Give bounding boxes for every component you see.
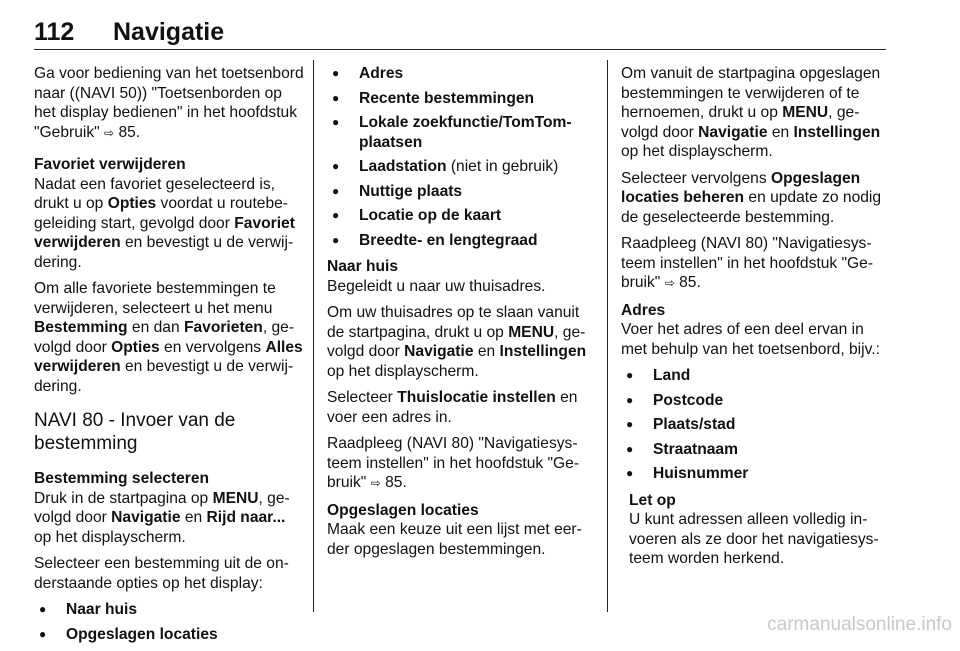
list-item: ● Opgeslagen locaties bbox=[34, 625, 304, 645]
opgeslagen-paragraph: Maak een keuze uit een lijst met eerder opgeslagen bestemmingen. bbox=[327, 521, 582, 558]
section-title: NAVI 80 - Invoer van de bestemming bbox=[34, 410, 236, 454]
naarhuis-paragraph-3: Selecteer Thuislocatie instellen en voer een adres in. bbox=[327, 389, 578, 426]
list-item: ● Nuttige plaats bbox=[327, 182, 597, 202]
adres-paragraph: Voer het adres of een deel ervan in met behulp van het toetsenbord, bijv.: bbox=[621, 321, 880, 358]
col3-paragraph-3: Raadpleeg (NAVI 80) "Navigatiesysteem instellen" in het hoofdstuk "Gebruik" ⇨ 85. bbox=[621, 235, 874, 291]
page-header bbox=[34, 18, 886, 52]
opgeslagen-heading: Opgeslagen locaties bbox=[327, 501, 479, 519]
page-ref-icon: ⇨ bbox=[664, 276, 675, 290]
list-item: ● Laadstation (niet in gebruik) bbox=[327, 157, 597, 177]
naarhuis-paragraph-1: Begeleidt u naar uw thuisadres. bbox=[327, 277, 546, 295]
note-block bbox=[621, 491, 889, 569]
list-item: ● Straatnaam bbox=[621, 440, 889, 460]
bestemming-paragraph-2: Selecteer een bestemming uit de onderstaande opties op het display: bbox=[34, 555, 289, 592]
list-item: ● Breedte- en lengtegraad bbox=[327, 231, 597, 251]
watermark: carmanualsonline.info bbox=[767, 614, 952, 635]
column-1 bbox=[34, 64, 304, 651]
favoriet-paragraph-1: Nadat een favoriet geselecteerd is, drukt u op Opties voordat u routebegeleiding start, gevolgd door Favoriet verwijderen en bevestigt u de verwijdering. bbox=[34, 175, 295, 271]
page-ref-icon: ⇨ bbox=[104, 125, 115, 140]
naarhuis-paragraph-4: Raadpleeg (NAVI 80) "Navigatiesysteem instellen" in het hoofdstuk "Gebruik" ⇨ 85. bbox=[327, 435, 580, 491]
note-heading: Let op bbox=[629, 491, 676, 509]
col3-paragraph-2: Selecteer vervolgens Opgeslagen locaties beheren en update zo nodig de geselecteerde bestemming. bbox=[621, 169, 882, 226]
naarhuis-paragraph-2: Om uw thuisadres op te slaan vanuit de startpagina, drukt u op MENU, gevolgd door Navigatie en Instellingen op het displayscherm. bbox=[327, 304, 587, 380]
column-3 bbox=[621, 64, 889, 576]
list-item: ● Postcode bbox=[621, 391, 889, 411]
list-item: ● Recente bestemmingen bbox=[327, 89, 597, 109]
page-number: 112 bbox=[34, 18, 75, 46]
favoriet-paragraph-2: Om alle favoriete bestemmingen te verwijderen, selecteert u het menu Bestemming en dan Favorieten, gevolgd door Opties en vervolgens Alles verwijderen en bevestigt u de verwijdering. bbox=[34, 280, 303, 395]
list-item: ● Naar huis bbox=[34, 600, 304, 620]
page-title: Navigatie bbox=[113, 18, 225, 46]
list-item: ● Plaats/stad bbox=[621, 415, 889, 435]
col3-paragraph-1: Om vanuit de startpagina opgeslagen bestemmingen te verwijderen of te hernoemen, drukt u op MENU, gevolgd door Navigatie en Instellingen op het displayscherm. bbox=[621, 65, 881, 160]
address-fields-list bbox=[621, 366, 889, 484]
adres-heading: Adres bbox=[621, 301, 666, 319]
destination-options-list-continued bbox=[327, 64, 597, 250]
destination-options-list bbox=[34, 600, 304, 644]
list-item: ● Adres bbox=[327, 64, 597, 84]
favoriet-heading: Favoriet verwijderen bbox=[34, 156, 186, 173]
list-item: ● Lokale zoekfunctie/TomTom-plaatsen bbox=[327, 113, 597, 152]
naarhuis-heading: Naar huis bbox=[327, 258, 399, 275]
column-divider-left bbox=[313, 60, 314, 612]
page-ref-icon: ⇨ bbox=[370, 476, 381, 490]
list-item: ● Land bbox=[621, 366, 889, 386]
column-2 bbox=[327, 64, 597, 566]
list-item: ● Locatie op de kaart bbox=[327, 206, 597, 226]
header-rule bbox=[34, 49, 886, 50]
intro-paragraph: Ga voor bediening van het toetsenbord naar ((NAVI 50)) "Toetsenborden op het display bedienen" in het hoofdstuk "Gebruik" ⇨ 85. bbox=[34, 65, 304, 141]
bestemming-heading: Bestemming selecteren bbox=[34, 470, 210, 487]
list-item: ● Huisnummer bbox=[621, 464, 889, 484]
note-body: U kunt adressen alleen volledig invoeren als ze door het navigatiesysteem worden herkend. bbox=[629, 511, 879, 567]
bestemming-paragraph-1: Druk in de startpagina op MENU, gevolgd door Navigatie en Rijd naar... op het displayscherm. bbox=[34, 489, 290, 546]
column-divider-right bbox=[607, 60, 608, 612]
